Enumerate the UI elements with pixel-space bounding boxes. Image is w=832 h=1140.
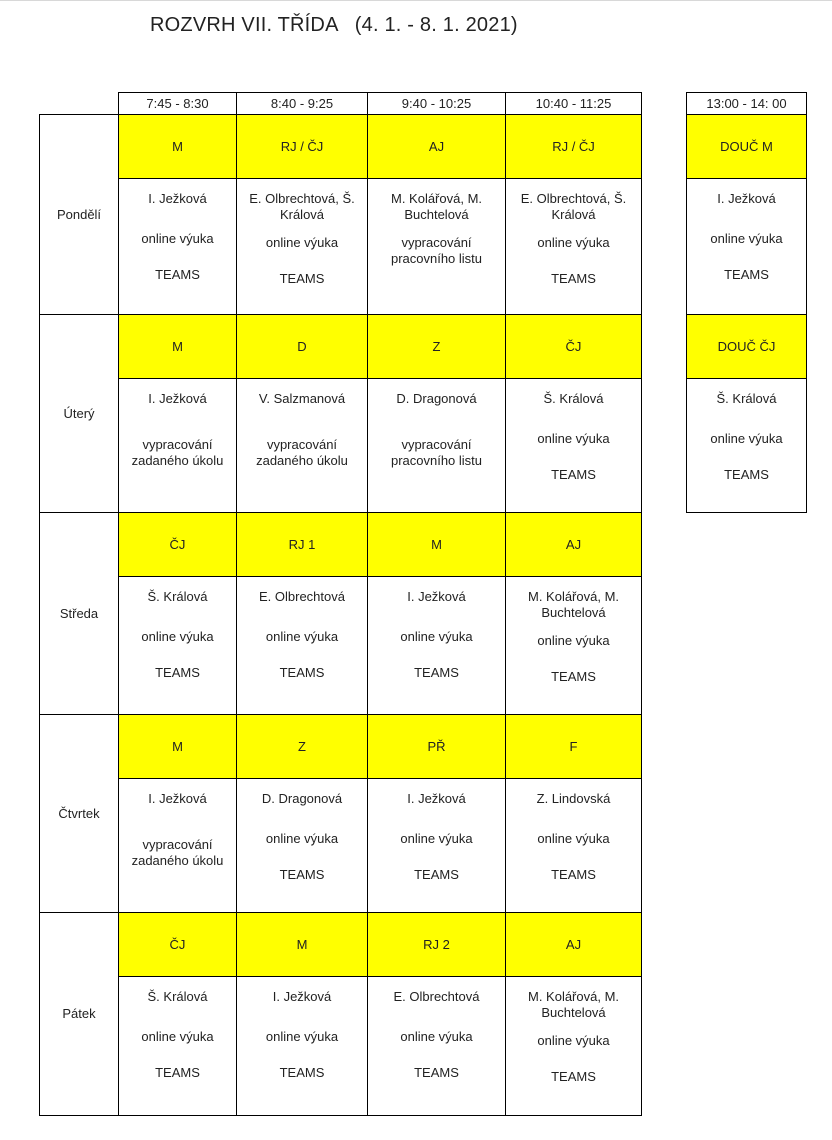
spacer xyxy=(506,807,641,831)
lesson-details xyxy=(368,577,506,715)
lesson-mode: online výuka xyxy=(265,831,339,846)
lesson-mode: vypracování zadaného úkolu xyxy=(131,837,224,868)
lesson-mode: online výuka xyxy=(265,629,339,644)
lesson-platform: TEAMS xyxy=(279,1065,325,1080)
subject-cell: AJ xyxy=(368,115,506,179)
lesson-mode: online výuka xyxy=(141,231,214,246)
day-subject-row xyxy=(40,115,642,179)
page-title: ROZVRH VII. TŘÍDA (4. 1. - 8. 1. 2021) xyxy=(150,14,518,36)
lesson-details xyxy=(119,779,237,913)
lesson-details-content xyxy=(368,179,505,315)
extra-subject-row xyxy=(687,315,807,379)
lesson-mode: online výuka xyxy=(400,1029,473,1044)
lesson-platform: TEAMS xyxy=(551,867,596,882)
spacer xyxy=(237,407,367,437)
lesson-mode: online výuka xyxy=(537,235,610,250)
spacer xyxy=(368,605,505,629)
lesson-mode: online výuka xyxy=(141,1029,214,1044)
subject-cell: RJ / ČJ xyxy=(506,115,642,179)
lesson-platform: TEAMS xyxy=(551,467,596,482)
page-top-border xyxy=(0,0,832,1)
lesson-details xyxy=(506,779,642,913)
lesson-mode: online výuka xyxy=(537,831,610,846)
lesson-details-content xyxy=(506,179,641,315)
subject-cell: ČJ xyxy=(119,913,237,977)
lesson-details xyxy=(506,577,642,715)
lesson-details xyxy=(368,977,506,1116)
lesson-details-content xyxy=(237,577,367,715)
lesson-details xyxy=(506,379,642,513)
spacer xyxy=(687,447,806,467)
lesson-details-content xyxy=(237,779,367,913)
lesson-details xyxy=(237,179,368,315)
timetable xyxy=(39,92,642,1116)
extra-time-slot: 13:00 - 14: 00 xyxy=(687,93,807,115)
spacer xyxy=(237,645,367,665)
spacer xyxy=(119,807,236,837)
teacher-name: D. Dragonová xyxy=(396,391,477,406)
lesson-details xyxy=(506,977,642,1116)
spacer xyxy=(368,223,505,235)
day-name: Úterý xyxy=(40,315,119,513)
tutoring-subject-cell: DOUČ M xyxy=(687,115,807,179)
lesson-details-content xyxy=(506,977,641,1116)
spacer xyxy=(506,447,641,467)
spacer xyxy=(237,847,367,867)
lesson-details xyxy=(237,379,368,513)
teacher-name: D. Dragonová xyxy=(261,791,343,806)
lesson-details-content xyxy=(506,779,641,913)
lesson-mode: online výuka xyxy=(537,1033,610,1048)
spacer xyxy=(119,1045,236,1065)
spacer xyxy=(506,407,641,431)
lesson-platform: TEAMS xyxy=(551,1069,596,1084)
lesson-mode: online výuka xyxy=(537,633,610,648)
lesson-details xyxy=(237,779,368,913)
lesson-mode: online výuka xyxy=(537,431,610,446)
subject-cell: RJ / ČJ xyxy=(237,115,368,179)
extra-details-row xyxy=(687,379,807,513)
spacer xyxy=(119,407,236,437)
spacer xyxy=(687,207,806,231)
teacher-name: M. Kolářová, M. Buchtelová xyxy=(527,589,620,620)
lesson-details-content xyxy=(237,977,367,1116)
subject-cell: ČJ xyxy=(119,513,237,577)
lesson-platform: TEAMS xyxy=(279,665,325,680)
spacer xyxy=(237,807,367,831)
spacer xyxy=(506,649,641,669)
spacer xyxy=(368,645,505,665)
lesson-mode: online výuka xyxy=(710,431,783,446)
lesson-details xyxy=(368,379,506,513)
spacer xyxy=(687,247,806,267)
teacher-name: Š. Králová xyxy=(147,989,208,1004)
subject-cell: M xyxy=(119,315,237,379)
lesson-platform: TEAMS xyxy=(551,271,596,286)
lesson-mode: vypracování zadaného úkolu xyxy=(256,437,348,468)
spacer xyxy=(237,605,367,629)
spacer xyxy=(506,1021,641,1033)
lesson-mode: vypracování pracovního listu xyxy=(390,235,483,266)
lesson-mode: online výuka xyxy=(400,831,473,846)
lesson-details xyxy=(368,779,506,913)
lesson-details xyxy=(687,379,807,513)
spacer xyxy=(119,1005,236,1029)
subject-cell: D xyxy=(237,315,368,379)
lesson-platform: TEAMS xyxy=(155,1065,200,1080)
tutoring-timetable xyxy=(686,92,807,513)
lesson-platform: TEAMS xyxy=(724,467,769,482)
spacer xyxy=(506,1049,641,1069)
subject-cell: M xyxy=(119,715,237,779)
lesson-details-content xyxy=(237,379,367,513)
spacer xyxy=(237,1005,367,1029)
day-name: Čtvrtek xyxy=(40,715,119,913)
lesson-mode: online výuka xyxy=(265,235,339,250)
spacer xyxy=(506,621,641,633)
lesson-mode: online výuka xyxy=(265,1029,339,1044)
teacher-name: Š. Králová xyxy=(716,391,777,406)
lesson-platform: TEAMS xyxy=(414,867,459,882)
day-details-row xyxy=(40,779,642,913)
lesson-platform: TEAMS xyxy=(414,1065,459,1080)
subject-cell: Z xyxy=(237,715,368,779)
time-header-row xyxy=(40,93,642,115)
spacer xyxy=(368,1005,505,1029)
spacer xyxy=(506,251,641,271)
spacer xyxy=(119,207,236,231)
day-subject-row xyxy=(40,913,642,977)
lesson-details-content xyxy=(506,379,641,513)
subject-cell: M xyxy=(237,913,368,977)
day-name: Pátek xyxy=(40,913,119,1116)
teacher-name: I. Ježková xyxy=(148,791,207,806)
lesson-mode: online výuka xyxy=(141,629,214,644)
lesson-details xyxy=(119,179,237,315)
subject-cell: ČJ xyxy=(506,315,642,379)
teacher-name: E. Olbrechtová xyxy=(259,589,345,604)
teacher-name: I. Ježková xyxy=(407,791,466,806)
spacer xyxy=(368,1045,505,1065)
day-subject-row xyxy=(40,315,642,379)
spacer xyxy=(368,807,505,831)
lesson-platform: TEAMS xyxy=(279,271,325,286)
lesson-platform: TEAMS xyxy=(155,665,200,680)
teacher-name: Š. Králová xyxy=(543,391,604,406)
lesson-platform: TEAMS xyxy=(279,867,325,882)
lesson-details xyxy=(119,577,237,715)
teacher-name: Š. Králová xyxy=(147,589,208,604)
teacher-name: M. Kolářová, M. Buchtelová xyxy=(527,989,620,1020)
lesson-details-content xyxy=(687,379,806,513)
lesson-details xyxy=(368,179,506,315)
time-slot-3: 9:40 - 10:25 xyxy=(368,93,506,115)
spacer xyxy=(368,407,505,437)
lesson-platform: TEAMS xyxy=(724,267,769,282)
subject-cell: PŘ xyxy=(368,715,506,779)
subject-cell: RJ 2 xyxy=(368,913,506,977)
day-details-row xyxy=(40,179,642,315)
teacher-name: E. Olbrechtová xyxy=(393,989,480,1004)
lesson-details-content xyxy=(119,779,236,913)
lesson-details xyxy=(237,577,368,715)
day-name: Pondělí xyxy=(40,115,119,315)
lesson-platform: TEAMS xyxy=(551,669,596,684)
time-slot-2: 8:40 - 9:25 xyxy=(237,93,368,115)
spacer xyxy=(237,251,367,271)
spacer xyxy=(237,223,367,235)
day-name: Středa xyxy=(40,513,119,715)
lesson-details-content xyxy=(506,577,641,715)
subject-cell: AJ xyxy=(506,513,642,577)
teacher-name: Z. Lindovská xyxy=(536,791,611,806)
tutoring-subject-cell: DOUČ ČJ xyxy=(687,315,807,379)
extra-time-header-row xyxy=(687,93,807,115)
spacer xyxy=(368,847,505,867)
teacher-name: E. Olbrechtová, Š. Králová xyxy=(249,191,355,222)
spacer xyxy=(119,605,236,629)
subject-cell: RJ 1 xyxy=(237,513,368,577)
day-details-row xyxy=(40,379,642,513)
spacer xyxy=(237,1045,367,1065)
subject-cell: Z xyxy=(368,315,506,379)
spacer xyxy=(506,847,641,867)
lesson-details-content xyxy=(119,577,236,715)
header-corner xyxy=(40,93,119,115)
spacer xyxy=(119,247,236,267)
day-subject-row xyxy=(40,715,642,779)
lesson-details-content xyxy=(119,379,236,513)
lesson-details xyxy=(687,179,807,315)
subject-cell: AJ xyxy=(506,913,642,977)
lesson-mode: online výuka xyxy=(710,231,783,246)
teacher-name: E. Olbrechtová, Š. Králová xyxy=(520,191,627,222)
lesson-details xyxy=(119,379,237,513)
lesson-mode: online výuka xyxy=(400,629,473,644)
teacher-name: I. Ježková xyxy=(407,589,466,604)
lesson-platform: TEAMS xyxy=(155,267,200,282)
lesson-details xyxy=(119,977,237,1116)
lesson-details-content xyxy=(119,977,236,1116)
lesson-details xyxy=(237,977,368,1116)
lesson-details-content xyxy=(687,179,806,315)
subject-cell: F xyxy=(506,715,642,779)
lesson-details-content xyxy=(119,179,236,315)
lesson-details xyxy=(506,179,642,315)
extra-subject-row xyxy=(687,115,807,179)
teacher-name: M. Kolářová, M. Buchtelová xyxy=(390,191,483,222)
spacer xyxy=(506,223,641,235)
lesson-details-content xyxy=(368,779,505,913)
lesson-details-content xyxy=(368,379,505,513)
time-slot-1: 7:45 - 8:30 xyxy=(119,93,237,115)
teacher-name: I. Ježková xyxy=(148,391,207,406)
extra-details-row xyxy=(687,179,807,315)
day-subject-row xyxy=(40,513,642,577)
teacher-name: I. Ježková xyxy=(717,191,776,206)
subject-cell: M xyxy=(368,513,506,577)
day-details-row xyxy=(40,977,642,1116)
spacer xyxy=(119,645,236,665)
lesson-details-content xyxy=(368,577,505,715)
teacher-name: I. Ježková xyxy=(272,989,332,1004)
lesson-details-content xyxy=(237,179,367,315)
teacher-name: V. Salzmanová xyxy=(258,391,346,406)
time-slot-4: 10:40 - 11:25 xyxy=(506,93,642,115)
spacer xyxy=(687,407,806,431)
subject-cell: M xyxy=(119,115,237,179)
day-details-row xyxy=(40,577,642,715)
lesson-mode: vypracování pracovního listu xyxy=(390,437,483,468)
lesson-details-content xyxy=(368,977,505,1116)
lesson-platform: TEAMS xyxy=(414,665,459,680)
lesson-mode: vypracování zadaného úkolu xyxy=(131,437,224,468)
teacher-name: I. Ježková xyxy=(148,191,207,206)
